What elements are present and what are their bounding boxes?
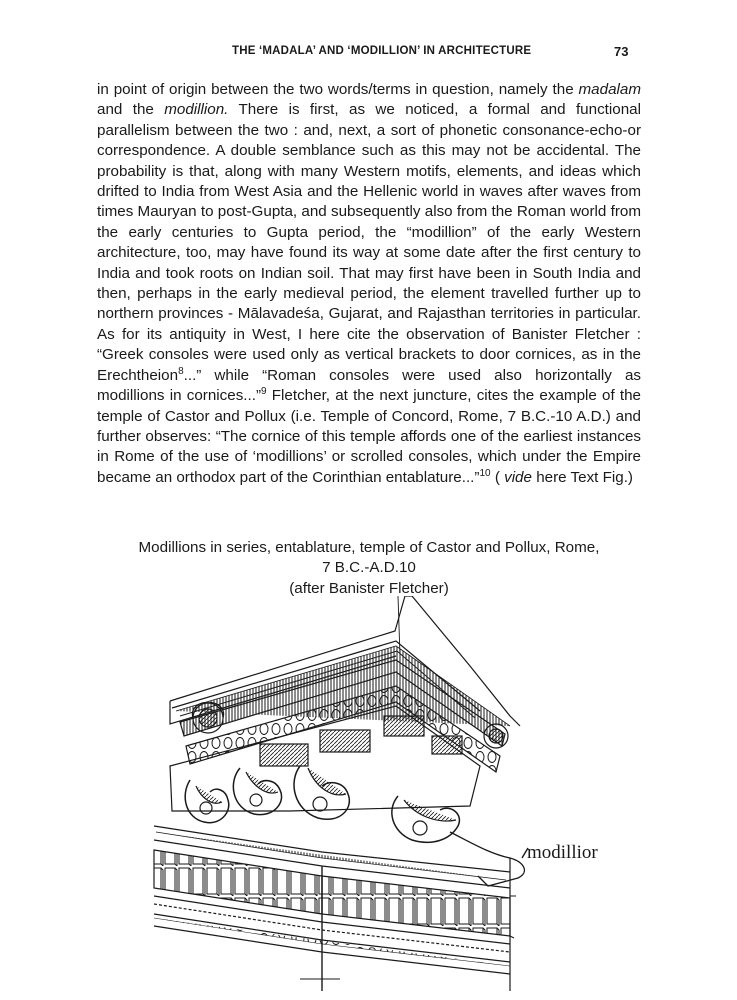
text-run: There is first, as we noticed, a formal and functional parallelism between the two : and, next, a sort of phonetic consonance-echo-or correspondence. A double semblance such as this may not be accidental. The probability is that, along with many Western motifs, elements, and ideas which drifted to India from West Asia and the Hellenic world in waves after waves from times Mauryan to post-Gupta, and subsequently also from the Roman world from the early centuries to Gupta period, the “modillion” of the early Western architecture, too, may have found its way at some date after the first century to India and took roots on Indian soil. That may first have been in South India and then, perhaps in the early medieval period, the element travelled further up to northern provinces - Mālavadeśa, Gujarat, and Rajasthan territories in particular. As for its antiquity in West, I here cite the observation of Banister Fletcher : “Greek consoles were used only as vertical brackets to door cornices, as in the Erechtheion [97,101,641,384]
entablature-drawing [150,596,620,991]
text-run: ...” while “Roman consoles were used also horizontally as modillions in cornices...” [97,366,641,405]
italic-term: modillion. [164,101,229,119]
paragraph-text [97,80,641,488]
modillion-label: modillior [527,842,598,863]
caption-line: Modillions in series, entablature, temple of Castor and Pollux, Rome, [138,539,600,556]
text-run: here Text Fig.) [531,468,633,486]
italic-term: vide [504,468,532,486]
modillion-center-left [233,768,281,815]
italic-term: madalam [578,81,641,98]
modillion-left [185,780,229,823]
text-run: and the [97,101,165,119]
footnote-ref: 8 [178,365,184,377]
modillion-center [294,766,349,819]
footnote-ref: 10 [479,467,491,479]
page-number: 73 [614,44,629,59]
caption-line: 7 B.C.-A.D.10 [322,559,416,577]
footnote-ref: 9 [261,386,267,398]
text-run: ( [490,468,505,486]
modillion-right [392,796,525,886]
text-run: Fletcher, at the next juncture, cites the example of the temple of Castor and Pollux (i.e. Temple of Concord, Rome, 7 B.C.-10 A.D.) and further observes: “The cornice of this temple affords one of the earliest instances in Rome of the use of ‘modillions’ or scrolled consoles, which under the Empire became an orthodox part of the Corinthian entablature...” [97,387,642,486]
body-paragraph [97,80,641,488]
figure-caption [97,538,641,599]
text-run: in point of origin between the two words/terms in question, namely the [97,81,579,98]
running-head: THE ‘MADALA’ AND ‘MODILLION’ IN ARCHITECTURE [232,45,532,57]
caption-line: (after Banister Fletcher) [289,579,449,597]
